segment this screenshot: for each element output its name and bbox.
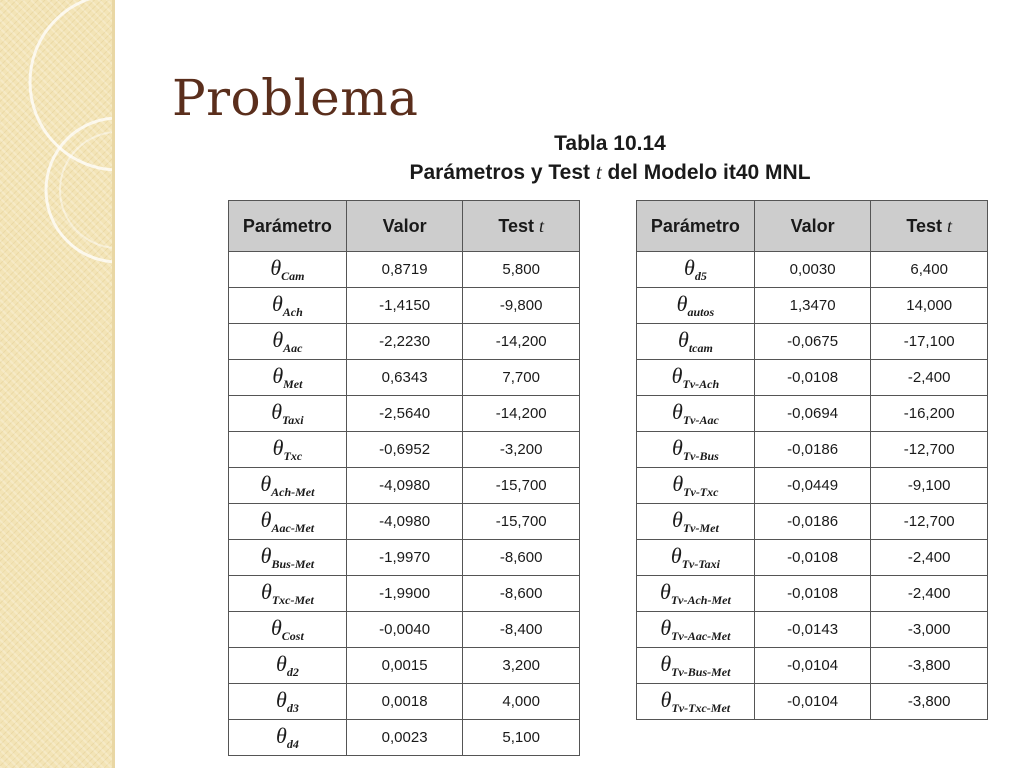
theta-symbol: θ xyxy=(671,363,683,388)
valor-cell: -0,0108 xyxy=(754,540,871,576)
parameter-cell xyxy=(229,720,347,756)
parameter-subscript: Tv-Ach xyxy=(682,377,720,391)
parameter-cell xyxy=(637,396,755,432)
valor-cell: -0,0143 xyxy=(754,612,871,648)
parameter-subscript: tcam xyxy=(688,341,713,355)
parameter-subscript: Aac-Met xyxy=(271,521,315,535)
table-header-row xyxy=(229,201,580,252)
test-t-cell: 3,200 xyxy=(463,648,580,684)
test-t-cell: -15,700 xyxy=(463,504,580,540)
parameter-subscript: Ach-Met xyxy=(271,485,315,499)
table-description: Parámetros y Test t del Modelo it40 MNL xyxy=(409,160,811,184)
parameter-cell xyxy=(229,252,347,288)
theta-symbol: θ xyxy=(271,291,283,316)
table-row xyxy=(229,288,580,324)
parameter-subscript: Tv-Met xyxy=(682,521,719,535)
test-t-cell: 5,800 xyxy=(463,252,580,288)
theta-symbol: θ xyxy=(676,291,688,316)
parameter-cell xyxy=(637,540,755,576)
valor-cell: -1,9970 xyxy=(346,540,463,576)
parameter-subscript: Tv-Aac-Met xyxy=(671,629,731,643)
valor-cell: -0,0040 xyxy=(346,612,463,648)
test-t-cell: 5,100 xyxy=(463,720,580,756)
valor-cell: -1,4150 xyxy=(346,288,463,324)
table-row xyxy=(229,504,580,540)
theta-symbol: θ xyxy=(276,687,287,712)
valor-cell: -1,9900 xyxy=(346,576,463,612)
test-t-cell: -15,700 xyxy=(463,468,580,504)
test-t-cell: -8,600 xyxy=(463,576,580,612)
header-valor: Valor xyxy=(754,201,871,252)
valor-cell: -0,0104 xyxy=(754,648,871,684)
theta-symbol: θ xyxy=(672,435,683,460)
table-row xyxy=(229,396,580,432)
parameter-subscript: d3 xyxy=(286,701,299,715)
theta-symbol: θ xyxy=(260,507,272,532)
table-row xyxy=(637,324,988,360)
valor-cell: 0,8719 xyxy=(346,252,463,288)
valor-cell: -0,0108 xyxy=(754,576,871,612)
header-parametro: Parámetro xyxy=(229,201,347,252)
test-t-cell: -8,400 xyxy=(463,612,580,648)
parameter-cell xyxy=(637,684,755,720)
parameter-subscript: Bus-Met xyxy=(271,557,315,571)
theta-symbol: θ xyxy=(270,615,282,640)
table-row xyxy=(637,612,988,648)
theta-symbol: θ xyxy=(270,255,282,280)
header-test-t: Test t xyxy=(463,201,580,252)
table-row xyxy=(637,684,988,720)
test-t-cell: -2,400 xyxy=(871,360,988,396)
valor-cell: -2,2230 xyxy=(346,324,463,360)
theta-symbol: θ xyxy=(684,255,695,280)
parameter-subscript: Aac xyxy=(283,341,303,355)
parameter-cell xyxy=(229,576,347,612)
table-row xyxy=(229,252,580,288)
test-t-cell: -16,200 xyxy=(871,396,988,432)
parameter-subscript: Ach xyxy=(282,305,303,319)
theta-symbol: θ xyxy=(272,327,284,352)
parameter-subscript: autos xyxy=(687,305,715,319)
parameter-subscript: Cam xyxy=(281,269,305,283)
table-row xyxy=(637,540,988,576)
parameter-subscript: Taxi xyxy=(282,413,304,427)
theta-symbol: θ xyxy=(670,543,682,568)
theta-symbol: θ xyxy=(672,471,684,496)
valor-cell: 1,3470 xyxy=(754,288,871,324)
test-t-cell: -3,800 xyxy=(871,684,988,720)
theta-symbol: θ xyxy=(272,435,284,460)
theta-symbol: θ xyxy=(260,543,272,568)
table-row xyxy=(229,576,580,612)
table-row xyxy=(637,576,988,612)
parameter-cell xyxy=(229,324,347,360)
theta-symbol: θ xyxy=(672,399,683,424)
parameter-cell xyxy=(637,648,755,684)
parameter-subscript: Tv-Bus-Met xyxy=(671,665,731,679)
parameter-cell xyxy=(229,360,347,396)
parameter-cell xyxy=(637,252,755,288)
table-row xyxy=(229,360,580,396)
valor-cell: -0,0186 xyxy=(754,504,871,540)
theta-symbol: θ xyxy=(276,651,287,676)
theta-symbol: θ xyxy=(660,687,672,712)
table-header-row xyxy=(637,201,988,252)
test-t-cell: -14,200 xyxy=(463,396,580,432)
theta-symbol: θ xyxy=(272,363,284,388)
table-row xyxy=(229,432,580,468)
page-title: Problema xyxy=(172,69,419,127)
table-row xyxy=(637,432,988,468)
test-t-cell: -12,700 xyxy=(871,432,988,468)
valor-cell: -4,0980 xyxy=(346,504,463,540)
test-t-cell: -2,400 xyxy=(871,540,988,576)
table-row xyxy=(637,648,988,684)
theta-symbol: θ xyxy=(660,651,672,676)
parameter-cell xyxy=(637,432,755,468)
valor-cell: 0,6343 xyxy=(346,360,463,396)
theta-symbol: θ xyxy=(672,507,683,532)
table-row xyxy=(229,468,580,504)
theta-symbol: θ xyxy=(261,579,272,604)
table-row xyxy=(229,648,580,684)
sidebar-divider xyxy=(112,0,115,768)
test-t-cell: -14,200 xyxy=(463,324,580,360)
parameter-cell xyxy=(229,648,347,684)
parameters-table-left xyxy=(228,200,580,756)
parameter-subscript: d4 xyxy=(286,737,299,751)
parameter-cell xyxy=(229,396,347,432)
theta-symbol: θ xyxy=(276,723,287,748)
test-t-cell: -9,800 xyxy=(463,288,580,324)
parameter-subscript: Txc xyxy=(283,449,303,463)
test-t-cell: -9,100 xyxy=(871,468,988,504)
theta-symbol: θ xyxy=(260,471,272,496)
test-t-cell: -2,400 xyxy=(871,576,988,612)
table-row xyxy=(229,540,580,576)
valor-cell: -4,0980 xyxy=(346,468,463,504)
valor-cell: -2,5640 xyxy=(346,396,463,432)
parameter-cell xyxy=(637,288,755,324)
decorative-sidebar xyxy=(0,0,112,768)
parameter-subscript: Txc-Met xyxy=(271,593,314,607)
header-valor: Valor xyxy=(346,201,463,252)
parameter-subscript: Met xyxy=(283,377,303,391)
valor-cell: 0,0018 xyxy=(346,684,463,720)
table-row xyxy=(229,612,580,648)
parameter-cell xyxy=(637,504,755,540)
parameter-cell xyxy=(229,288,347,324)
parameter-subscript: Tv-Bus xyxy=(682,449,719,463)
valor-cell: 0,0015 xyxy=(346,648,463,684)
theta-symbol: θ xyxy=(271,399,283,424)
test-t-cell: -8,600 xyxy=(463,540,580,576)
valor-cell: 0,0030 xyxy=(754,252,871,288)
parameter-cell xyxy=(229,468,347,504)
parameter-cell xyxy=(637,324,755,360)
valor-cell: -0,6952 xyxy=(346,432,463,468)
test-t-cell: 7,700 xyxy=(463,360,580,396)
parameter-subscript: Tv-Txc xyxy=(683,485,719,499)
parameter-cell xyxy=(229,432,347,468)
table-row xyxy=(229,324,580,360)
table-row xyxy=(637,504,988,540)
parameter-cell xyxy=(229,504,347,540)
table-row xyxy=(637,360,988,396)
table-row xyxy=(637,396,988,432)
valor-cell: -0,0694 xyxy=(754,396,871,432)
test-t-cell: -3,200 xyxy=(463,432,580,468)
valor-cell: 0,0023 xyxy=(346,720,463,756)
table-row xyxy=(229,720,580,756)
parameter-cell xyxy=(229,684,347,720)
parameter-cell xyxy=(637,468,755,504)
parameter-cell xyxy=(229,612,347,648)
theta-symbol: θ xyxy=(678,327,689,352)
theta-symbol: θ xyxy=(660,615,672,640)
valor-cell: -0,0104 xyxy=(754,684,871,720)
table-row xyxy=(229,684,580,720)
parameter-subscript: Tv-Ach-Met xyxy=(670,593,731,607)
valor-cell: -0,0449 xyxy=(754,468,871,504)
table-number: Tabla 10.14 xyxy=(554,132,666,155)
parameter-cell xyxy=(637,576,755,612)
parameter-subscript: Tv-Aac xyxy=(682,413,719,427)
parameter-subscript: Tv-Txc-Met xyxy=(671,701,731,715)
parameter-subscript: d2 xyxy=(286,665,299,679)
header-test-t: Test t xyxy=(871,201,988,252)
test-t-cell: -17,100 xyxy=(871,324,988,360)
test-t-cell: -12,700 xyxy=(871,504,988,540)
theta-symbol: θ xyxy=(660,579,671,604)
header-parametro: Parámetro xyxy=(637,201,755,252)
parameter-subscript: Cost xyxy=(281,629,304,643)
parameter-subscript: d5 xyxy=(694,269,707,283)
test-t-cell: -3,800 xyxy=(871,648,988,684)
table-caption xyxy=(360,132,860,189)
valor-cell: -0,0108 xyxy=(754,360,871,396)
test-t-cell: -3,000 xyxy=(871,612,988,648)
test-t-cell: 4,000 xyxy=(463,684,580,720)
parameter-cell xyxy=(229,540,347,576)
parameter-subscript: Tv-Taxi xyxy=(681,557,720,571)
test-t-cell: 14,000 xyxy=(871,288,988,324)
circle-swirl-decoration xyxy=(0,0,112,768)
table-row xyxy=(637,252,988,288)
table-row xyxy=(637,288,988,324)
parameter-cell xyxy=(637,360,755,396)
test-t-cell: 6,400 xyxy=(871,252,988,288)
parameter-cell xyxy=(637,612,755,648)
valor-cell: -0,0186 xyxy=(754,432,871,468)
valor-cell: -0,0675 xyxy=(754,324,871,360)
table-row xyxy=(637,468,988,504)
parameters-table-right xyxy=(636,200,988,720)
